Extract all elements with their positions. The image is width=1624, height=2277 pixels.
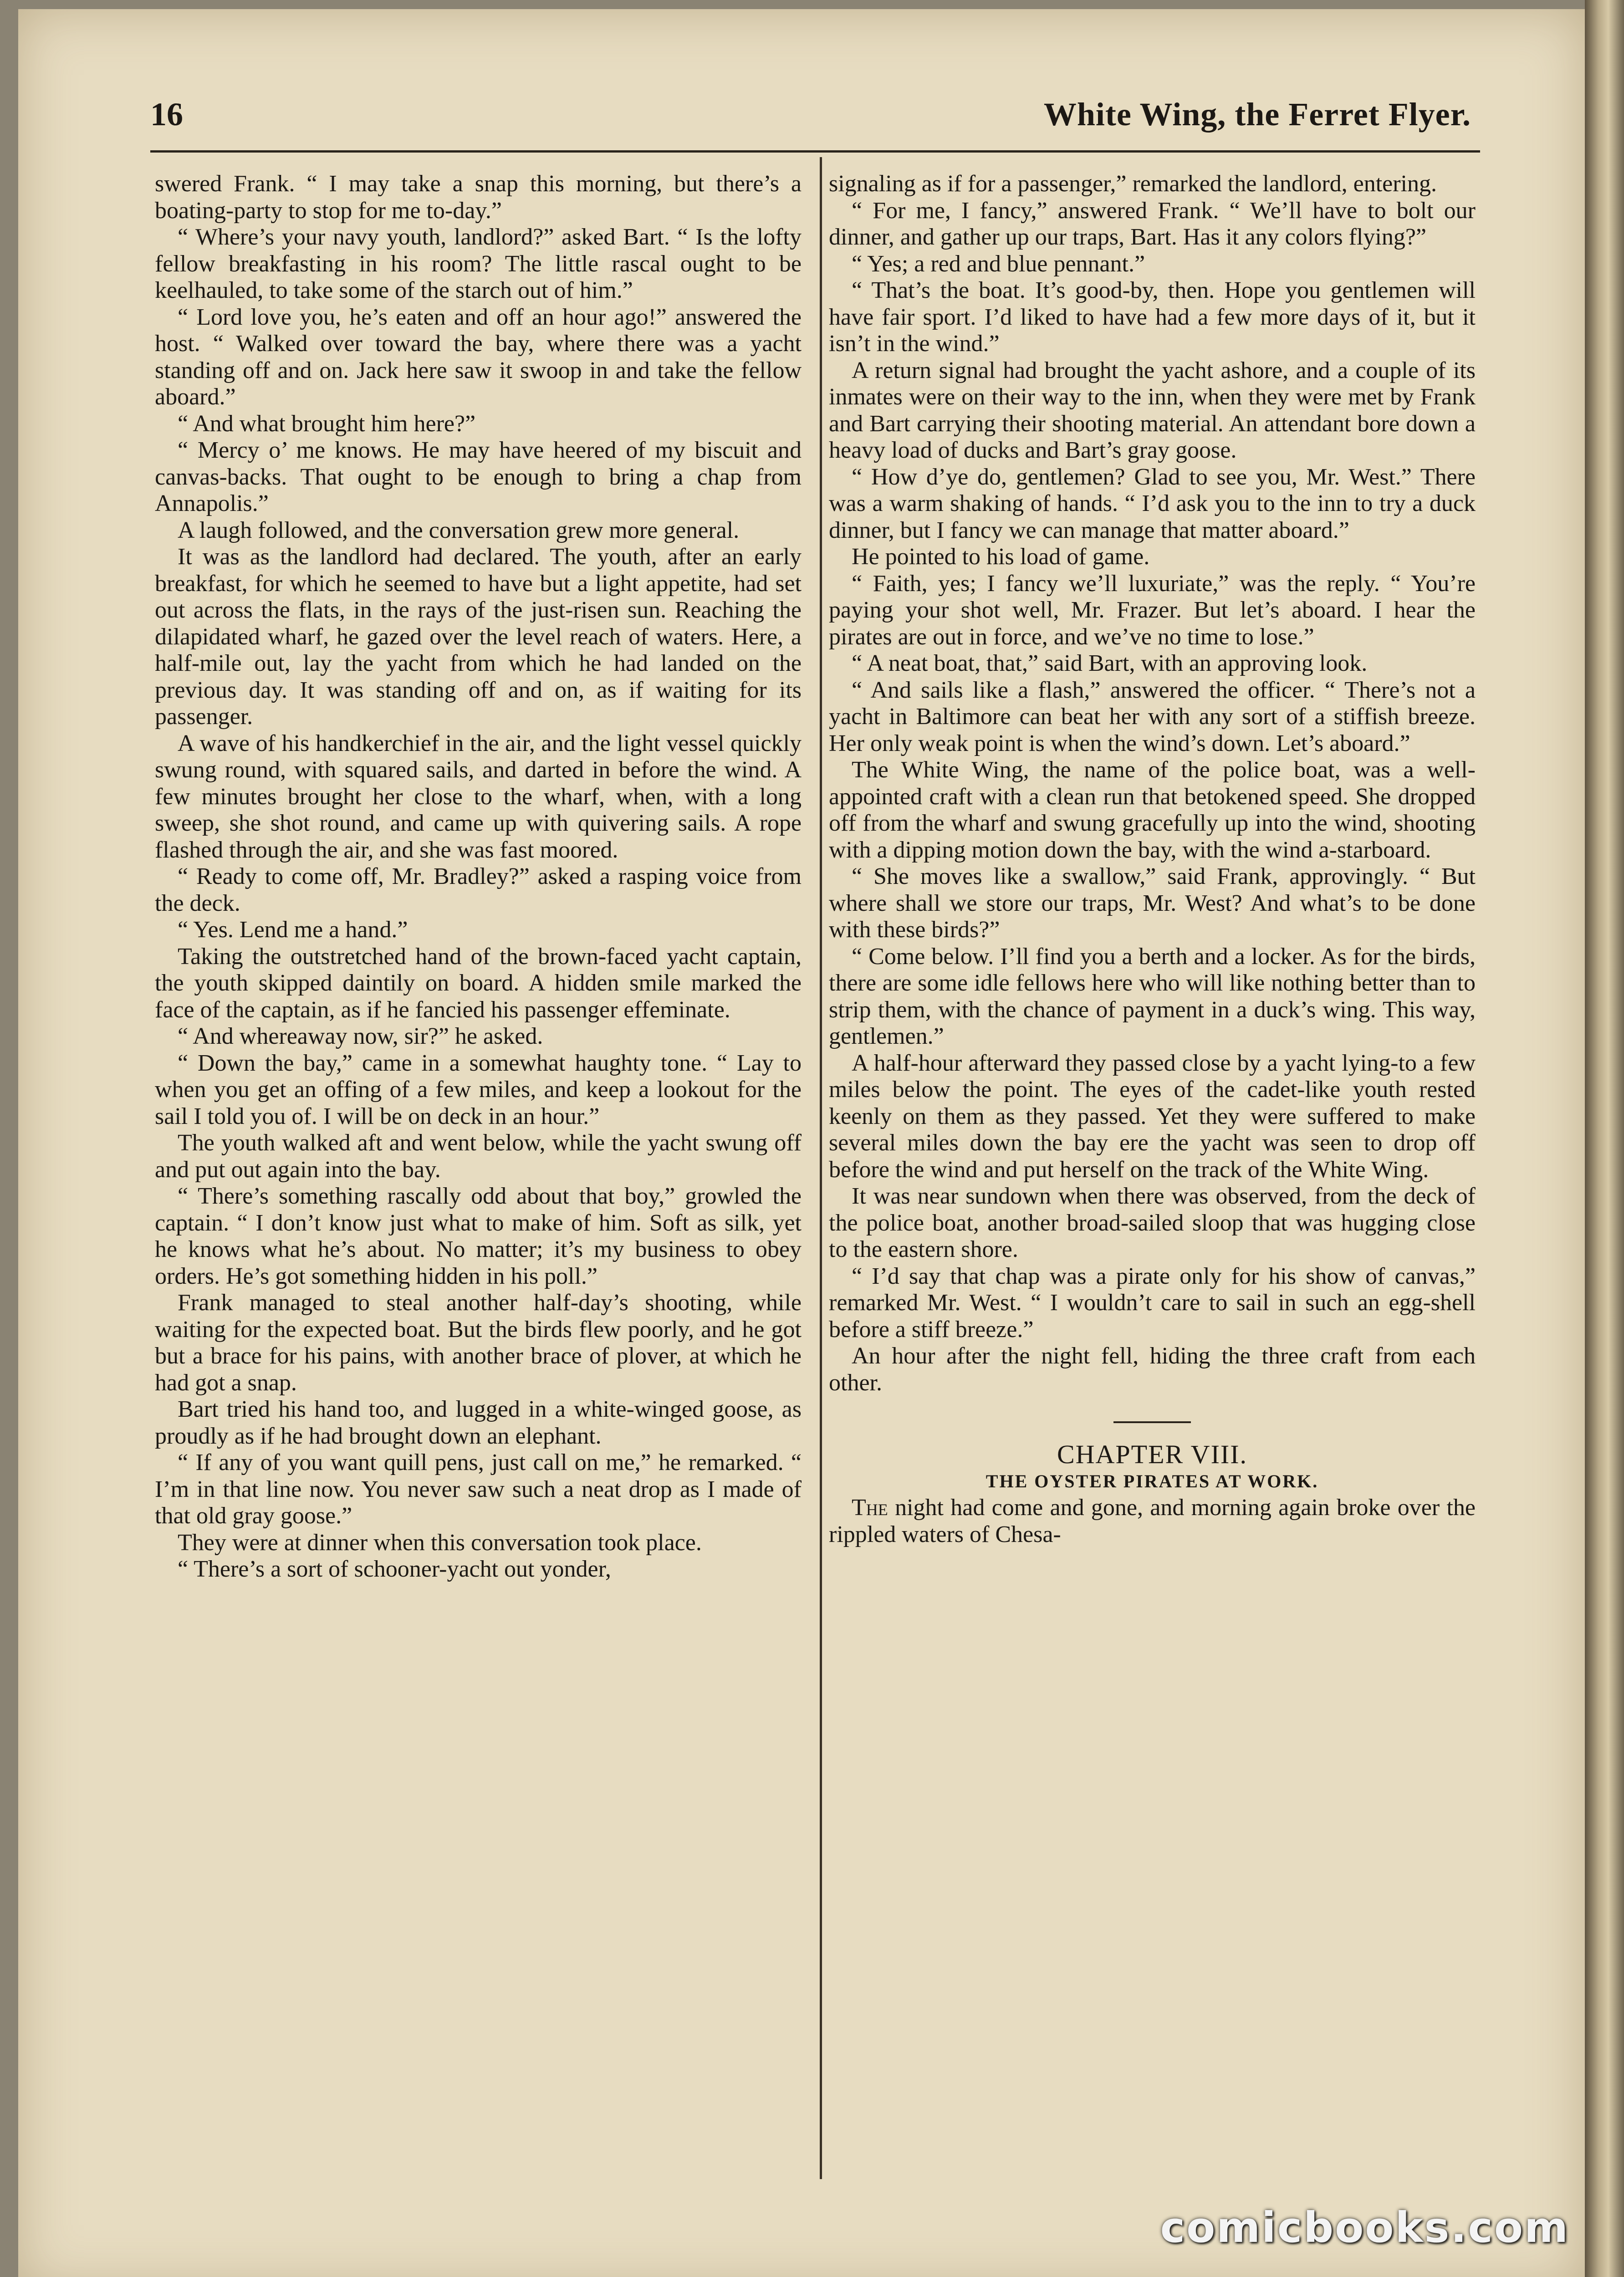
chapter-opening-paragraph <box>829 1495 1476 1548</box>
chapter-rule <box>1113 1421 1191 1423</box>
paragraph: swered Frank. “ I may take a snap this morning, but there’s a boating-party to stop for me to-day.” <box>155 171 802 224</box>
paragraph: It was near sundown when there was observed, from the deck of the police boat, another broad-sailed sloop that was hugging close to the eastern shore. <box>829 1183 1476 1262</box>
page-header <box>150 96 1471 150</box>
paragraph: “ And what brought him here?” <box>178 410 476 437</box>
paragraph: Frank managed to steal another half-day’s shooting, while waiting for the expected boat. But the birds flew poorly, and he got but a brace for his pains, with another brace of plover, at which he had got a snap. <box>155 1290 802 1396</box>
paragraph: “ Ready to come off, Mr. Bradley?” asked a rasping voice from the deck. <box>155 863 802 916</box>
column-divider <box>820 157 822 2179</box>
header-rule <box>150 150 1480 153</box>
paragraph: “ Down the bay,” came in a somewhat haughty tone. “ Lay to when you get an offing of a few miles, and keep a lookout for the sail I told you of. I will be on deck in an hour.” <box>155 1050 802 1129</box>
paragraph: A wave of his handkerchief in the air, and the light vessel quickly swung round, with squared sails, and darted in before the wind. A few minutes brought her close to the wharf, when, with a long sweep, she shot round, and came up with quivering sails. A rope flashed through the air, and she was fast moored. <box>155 730 802 863</box>
paragraph: signaling as if for a passenger,” remarked the landlord, entering. <box>829 171 1437 197</box>
paragraph: Taking the outstretched hand of the brown-faced yacht captain, the youth skipped daintily on board. A hidden smile marked the face of the captain, as if he fancied his passenger effeminate. <box>155 943 802 1023</box>
paragraph: “ A neat boat, that,” said Bart, with an approving look. <box>852 650 1368 676</box>
chapter-subtitle: THE OYSTER PIRATES AT WORK. <box>986 1470 1319 1491</box>
paragraph: “ For me, I fancy,” answered Frank. “ We’ll have to bolt our dinner, and gather up our traps, Bart. Has it any colors flying?” <box>829 197 1476 250</box>
paragraph: “ That’s the boat. It’s good-by, then. Hope you gentlemen will have fair sport. I’d liked to have had a few more days of it, but it isn’t in the wind.” <box>829 277 1476 357</box>
paragraph: He pointed to his load of game. <box>852 544 1150 570</box>
paragraph: The youth walked aft and went below, while the yacht swung off and put out again into the bay. <box>155 1130 802 1183</box>
paragraph: “ How d’ye do, gentlemen? Glad to see you, Mr. West.” There was a warm shaking of hands. “ I’d ask you to the inn to try a duck dinner, but I fancy we can manage that matter aboard.” <box>829 464 1476 543</box>
paragraph: “ Faith, yes; I fancy we’ll luxuriate,” was the reply. “ You’re paying your shot well, Mr. Frazer. But let’s aboard. I hear the pirates are out in force, and we’ve no time to lose.” <box>829 570 1476 650</box>
paragraph: An hour after the night fell, hiding the three craft from each other. <box>829 1343 1476 1396</box>
paragraph: “ Come below. I’ll find you a berth and a locker. As for the birds, there are some idle fellows here who will like nothing better than to strip them, with the chance of payment in a duck’s wing. This way, gentlemen.” <box>829 943 1476 1049</box>
paragraph: They were at dinner when this conversation took place. <box>178 1529 702 1556</box>
paragraph: A return signal had brought the yacht ashore, and a couple of its inmates were on their way to the inn, when they were met by Frank and Bart carrying their shooting material. An attendant bore down a heavy load of ducks and Bart’s gray goose. <box>829 357 1476 463</box>
paragraph: “ I’d say that chap was a pirate only for his show of canvas,” remarked Mr. West. “ I wouldn’t care to sail in such an egg-shell before a stiff breeze.” <box>829 1263 1476 1343</box>
paragraph: “ Yes; a red and blue pennant.” <box>852 250 1145 277</box>
paragraph: A laugh followed, and the conversation grew more general. <box>178 517 740 543</box>
paragraph: “ There’s something rascally odd about that boy,” growled the captain. “ I don’t know just what to make of him. Soft as silk, yet he knows what he’s about. No matter; it’s my business to obey orders. He’s got something hidden in his poll.” <box>155 1183 802 1289</box>
paragraph: Bart tried his hand too, and lugged in a white-winged goose, as proudly as if he had brought down an elephant. <box>155 1396 802 1449</box>
chapter-lead-text: night had come and gone, and morning again broke over the rippled waters of Chesa- <box>829 1495 1476 1547</box>
paragraph: It was as the landlord had declared. The youth, after an early breakfast, for which he seemed to have but a light appetite, had set out across the flats, in the rays of the just-risen sun. Reaching the dilapidated wharf, he gazed over the level reach of waters. Here, a half-mile out, lay the yacht from which he had landed on the previous day. It was standing off and on, as if waiting for its passenger. <box>155 544 802 730</box>
paragraph: “ Yes. Lend me a hand.” <box>178 917 408 943</box>
running-title: White Wing, the Ferret Flyer. <box>1043 96 1471 133</box>
chapter-title: CHAPTER VIII. <box>1057 1440 1248 1469</box>
paragraph: “ Mercy o’ me knows. He may have heered of my biscuit and canvas-backs. That ought to be enough to bring a chap from Annapolis.” <box>155 437 802 516</box>
paragraph: “ Where’s your navy youth, landlord?” asked Bart. “ Is the lofty fellow breakfasting in his room? The little rascal ought to be keelhauled, to take some of the starch out of him.” <box>155 224 802 303</box>
paragraph: “ If any of you want quill pens, just call on me,” he remarked. “ I’m in that line now. You never saw such a neat drop as I made of that old gray goose.” <box>155 1450 802 1529</box>
site-watermark: comicbooks.com <box>1160 2203 1569 2252</box>
paragraph: “ And whereaway now, sir?” he asked. <box>178 1023 543 1049</box>
binding-edge <box>1585 0 1624 2277</box>
paragraph: A half-hour afterward they passed close by a yacht lying-to a few miles below the point. The eyes of the cadet-like youth rested keenly on them as they passed. Yet they were suffered to make several miles down the bay ere the yacht was seen to drop off before the wind and put herself on the track of the White Wing. <box>829 1050 1476 1183</box>
paragraph: “ Lord love you, he’s eaten and off an hour ago!” answered the host. “ Walked over toward the bay, where there was a yacht standing off and on. Jack here saw it swoop in and take the fellow aboard.” <box>155 304 802 410</box>
paragraph: “ There’s a sort of schooner-yacht out yonder, <box>178 1556 611 1582</box>
paragraph: “ And sails like a flash,” answered the officer. “ There’s not a yacht in Baltimore can beat her with any sort of a stiffish breeze. Her only weak point is when the wind’s down. Let’s aboard.” <box>829 677 1476 756</box>
page-number: 16 <box>150 96 183 133</box>
paragraph: The White Wing, the name of the police boat, was a well-appointed craft with a clean run that betokened speed. She dropped off from the wharf and swung gracefully up into the wind, shooting with a dipping motion down the bay, with the wind a-starboard. <box>829 757 1476 863</box>
chapter-lead-word: The <box>852 1495 888 1521</box>
right-column <box>829 171 1476 2175</box>
left-column <box>155 171 802 2175</box>
paragraph: “ She moves like a swallow,” said Frank, approvingly. “ But where shall we store our traps, Mr. West? And what’s to be done with these birds?” <box>829 863 1476 943</box>
